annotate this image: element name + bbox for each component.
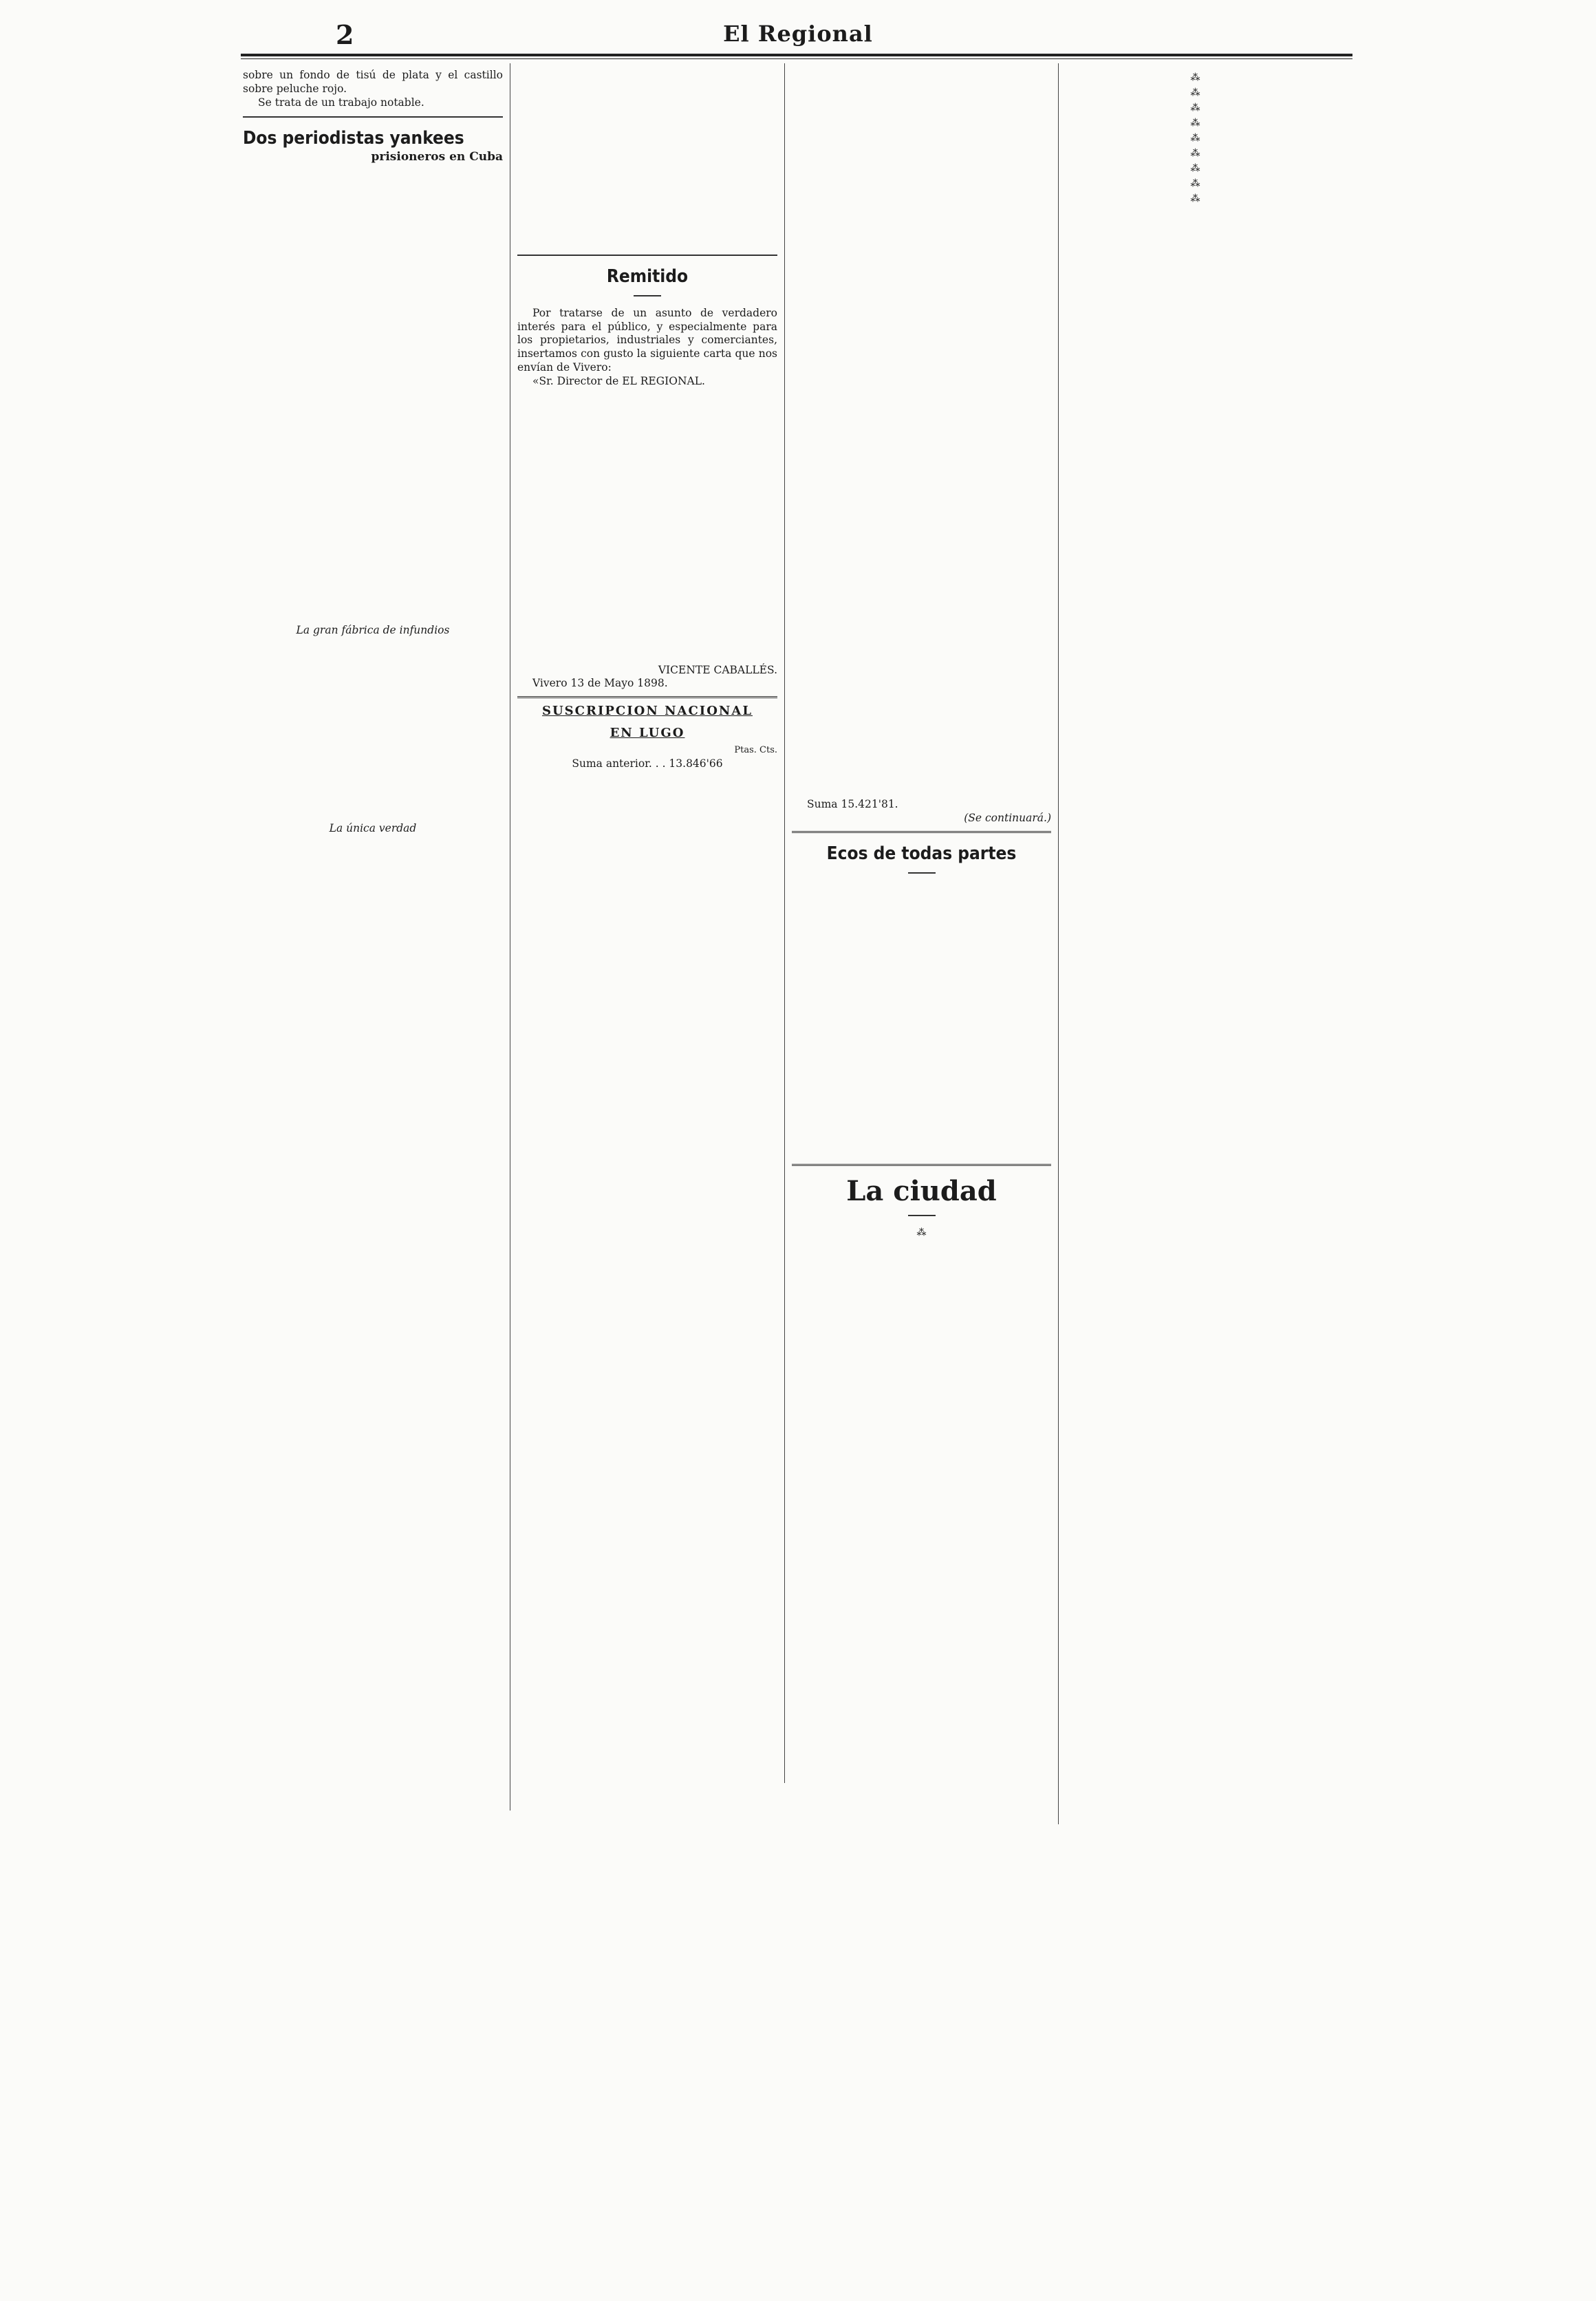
illegible-text [517,771,777,1046]
column-3 [792,69,1051,1830]
headline: Ecos de todas partes [826,843,1017,864]
illegible-text [243,839,503,1017]
paragraph: Se trata de un trabajo notable. [258,96,424,109]
section-rule [517,696,777,698]
asterism-separator: ⁂ [1190,163,1200,174]
dash-separator [517,289,777,303]
header-rule [241,54,1352,56]
section-subheading: La única verdad [329,821,417,834]
headline-line-2: EN LUGO [610,726,685,741]
paragraph: sobre un fondo de tisú de plata y el castillo sobre peluche rojo. [243,69,503,95]
headline: SUSCRIPCION NACIONAL [541,704,753,719]
column-rule [1058,63,1059,1824]
currency-label: Ptas. Cts. [734,745,777,756]
masthead: El Regional [723,21,873,47]
section-rule [517,255,777,256]
illegible-text [517,389,777,664]
section-rule [792,1164,1051,1166]
subheadline: prisioneros en Cuba [371,150,503,164]
continued-note: (Se continuará.) [964,811,1051,824]
column-rule [784,63,785,1783]
total-line: Suma 15.421'81. [807,798,898,810]
asterism-separator: ⁂ [1190,193,1200,204]
headline: Dos periodistas yankees [243,128,464,149]
illegible-text [792,883,1051,1158]
headline: La ciudad [846,1175,997,1208]
paragraph: Por tratarse de un asunto de verdadero interés para el público, y especialmente para los propietarios, industriales y comerciantes, insertamos con gusto la siguiente carta que nos envían de Vivero: [517,306,777,374]
dash-separator [792,1209,1051,1222]
asterism-separator: ⁂ [1190,148,1200,159]
column-4 [1066,69,1325,1830]
illegible-text [243,442,503,621]
illegible-text [243,640,503,819]
asterism-separator: ⁂ [1190,118,1200,129]
illegible-text [792,69,1051,344]
dateline: Vivero 13 de Mayo 1898. [532,677,668,690]
asterism-separator: ⁂ [1190,133,1200,144]
asterism-separator: ⁂ [1190,102,1200,114]
asterism-separator: ⁂ [916,1227,927,1239]
section-rule [792,831,1051,833]
section-subheading: La gran fábrica de infundios [296,624,450,637]
illegible-text [792,344,1051,619]
illegible-text [517,69,777,248]
column-2 [517,69,777,1830]
dash-separator [792,866,1051,880]
headline: Remitido [606,266,689,287]
page-number: 2 [336,19,354,50]
asterism-separator: ⁂ [1190,72,1200,83]
paragraph: «Sr. Director de EL REGIONAL. [532,374,705,387]
section-rule [243,116,503,118]
running-total: Suma anterior. . . 13.846'66 [572,757,723,770]
header-rule-thin [241,58,1352,59]
signature: VICENTE CABALLÉS. [658,663,777,676]
illegible-text [1066,208,1325,290]
asterism-separator: ⁂ [1190,87,1200,98]
illegible-text [792,619,1051,798]
column-1 [243,69,503,1830]
asterism-separator: ⁂ [1190,178,1200,189]
illegible-text [243,167,503,442]
illegible-text [517,1046,777,1321]
